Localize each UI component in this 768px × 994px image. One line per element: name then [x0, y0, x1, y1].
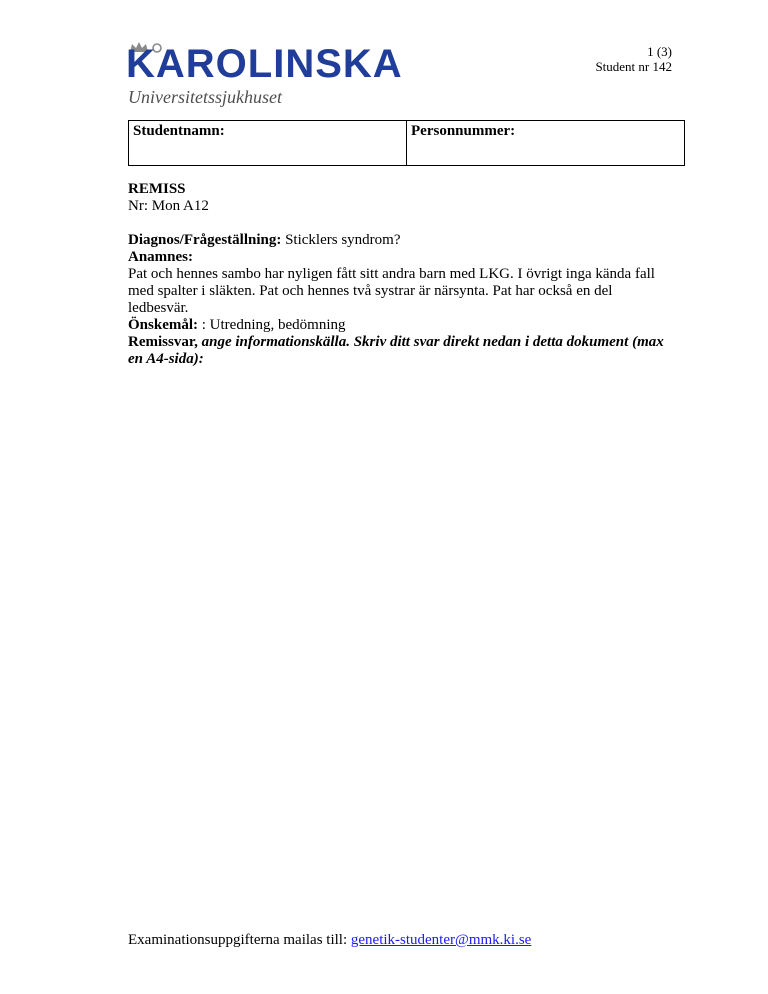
footer-text: Examinationsuppgifterna mailas till: — [128, 932, 351, 948]
anamnes-text: Pat och hennes sambo har nyligen fått sitt andra barn med LKG. I övrigt inga kända fall med spalter i släkten. Pat och hennes två systrar är närsynta. Pat har också en del ledbesvär. — [128, 266, 655, 316]
remiss-title: REMISS — [128, 181, 186, 197]
student-number: Student nr 142 — [595, 59, 672, 74]
student-id-table — [128, 120, 685, 166]
personal-number-label: Personnummer: — [411, 123, 516, 139]
remissvar-label: Remissvar, — [128, 334, 198, 350]
logo-subtitle: Universitetssjukhuset — [128, 87, 282, 107]
student-name-label: Studentnamn: — [133, 123, 225, 139]
remissvar-line — [128, 334, 673, 368]
logo-wordmark: KAROLINSKA — [126, 42, 403, 86]
page-meta — [595, 44, 672, 74]
remiss-content — [128, 181, 673, 368]
karolinska-logo — [126, 38, 446, 110]
diagnosis-label: Diagnos/Frågeställning: — [128, 232, 282, 248]
remissvar-instruction: ange informationskälla. Skriv ditt svar direkt nedan i detta dokument (max en A4-sida): — [128, 334, 664, 367]
footer — [128, 932, 531, 949]
onskemal-line — [128, 317, 673, 334]
footer-email-link[interactable]: genetik-studenter@mmk.ki.se — [350, 932, 532, 948]
personal-number-cell[interactable] — [407, 121, 685, 166]
remiss-number: Nr: Mon A12 — [128, 198, 209, 214]
student-name-cell[interactable] — [129, 121, 407, 166]
anamnes-label: Anamnes: — [128, 249, 194, 265]
onskemal-value: : Utredning, bedömning — [198, 317, 346, 333]
page-number: 1 (3) — [647, 44, 672, 59]
diagnosis-value: Sticklers syndrom? — [281, 232, 401, 248]
onskemal-label: Önskemål: — [128, 317, 199, 333]
diagnosis-line — [128, 232, 673, 249]
